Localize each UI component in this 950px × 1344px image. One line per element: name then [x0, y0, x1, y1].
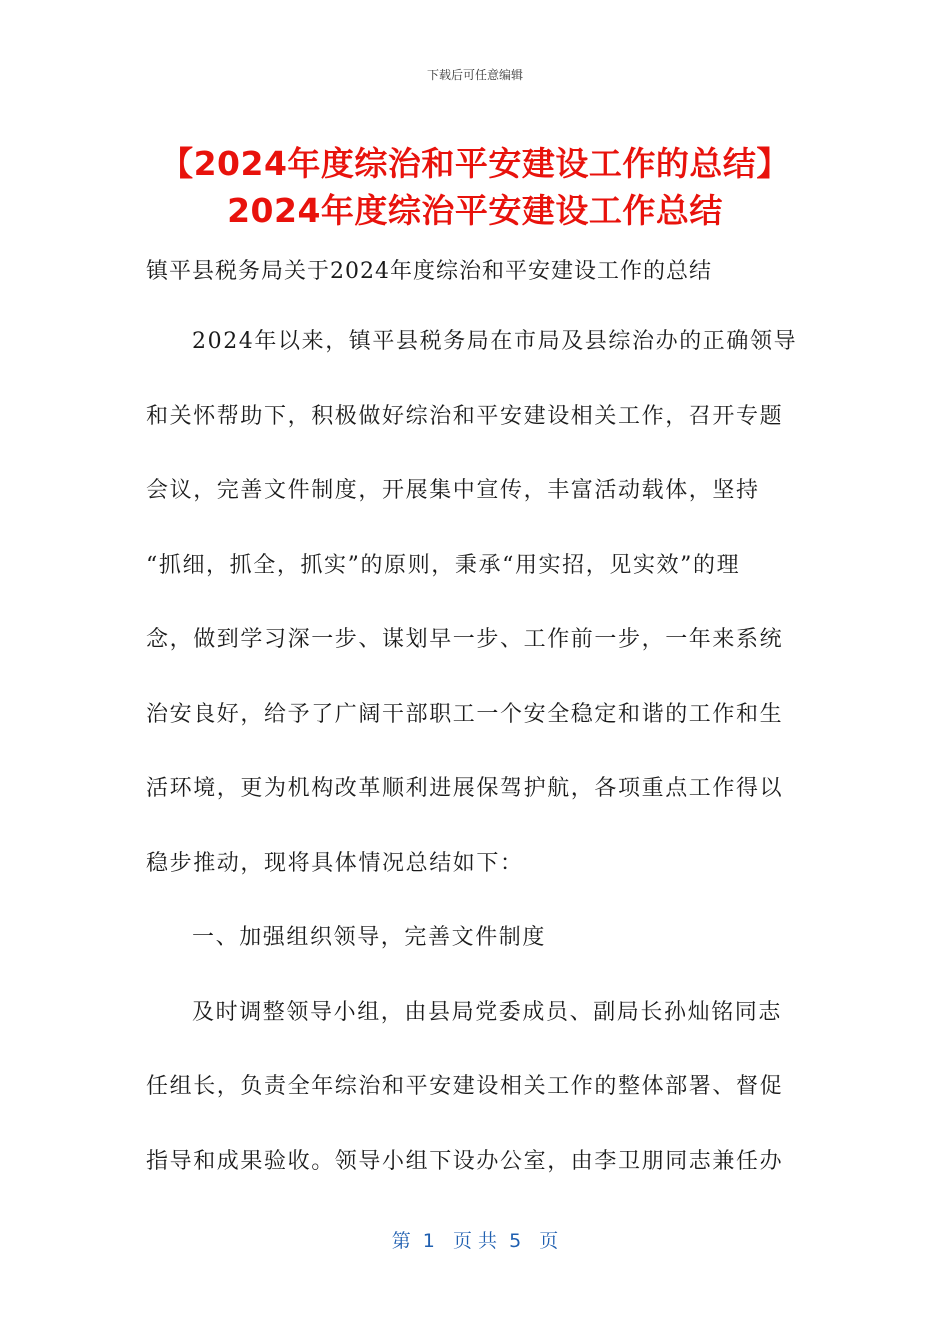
body-line: 任组长，负责全年综治和平安建设相关工作的整体部署、督促: [146, 1074, 784, 1099]
body-line: 会议，完善文件制度，开展集中宣传，丰富活动载体，坚持: [146, 478, 760, 503]
body-line: 活环境，更为机构改革顺利进展保驾护航，各项重点工作得以: [146, 776, 784, 801]
body-line: 及时调整领导小组，由县局党委成员、副局长孙灿铭同志: [192, 999, 783, 1025]
body-line: “抓细，抓全，抓实”的原则，秉承“用实招，见实效”的理: [146, 552, 741, 578]
header-note: 下载后可任意编辑: [426, 68, 523, 82]
title-line-1: 【2024年度综治和平安建设工作的总结】: [160, 144, 790, 183]
body-line: 治安良好，给予了广阔干部职工一个安全稳定和谐的工作和生: [146, 701, 784, 727]
subtitle: 镇平县税务局关于2024年度综治和平安建设工作的总结: [146, 259, 712, 284]
body-line: 指导和成果验收。领导小组下设办公室，由李卫朋同志兼任办: [146, 1148, 784, 1174]
title-line-2: 2024年度综治平安建设工作总结: [227, 191, 723, 230]
body-line: 2024年以来，镇平县税务局在市局及县综治办的正确领导: [192, 329, 798, 354]
document-title: [60, 140, 890, 234]
body-line: 念，做到学习深一步、谋划早一步、工作前一步，一年来系统: [146, 627, 784, 652]
body-line: 和关怀帮助下，积极做好综治和平安建设相关工作，召开专题: [146, 403, 784, 429]
section-heading: 一、加强组织领导，完善文件制度: [192, 925, 547, 950]
body-text: [146, 318, 806, 1212]
page-footer: 第 1 页 共 5 页: [391, 1230, 559, 1252]
body-line: 稳步推动，现将具体情况总结如下：: [146, 850, 524, 876]
